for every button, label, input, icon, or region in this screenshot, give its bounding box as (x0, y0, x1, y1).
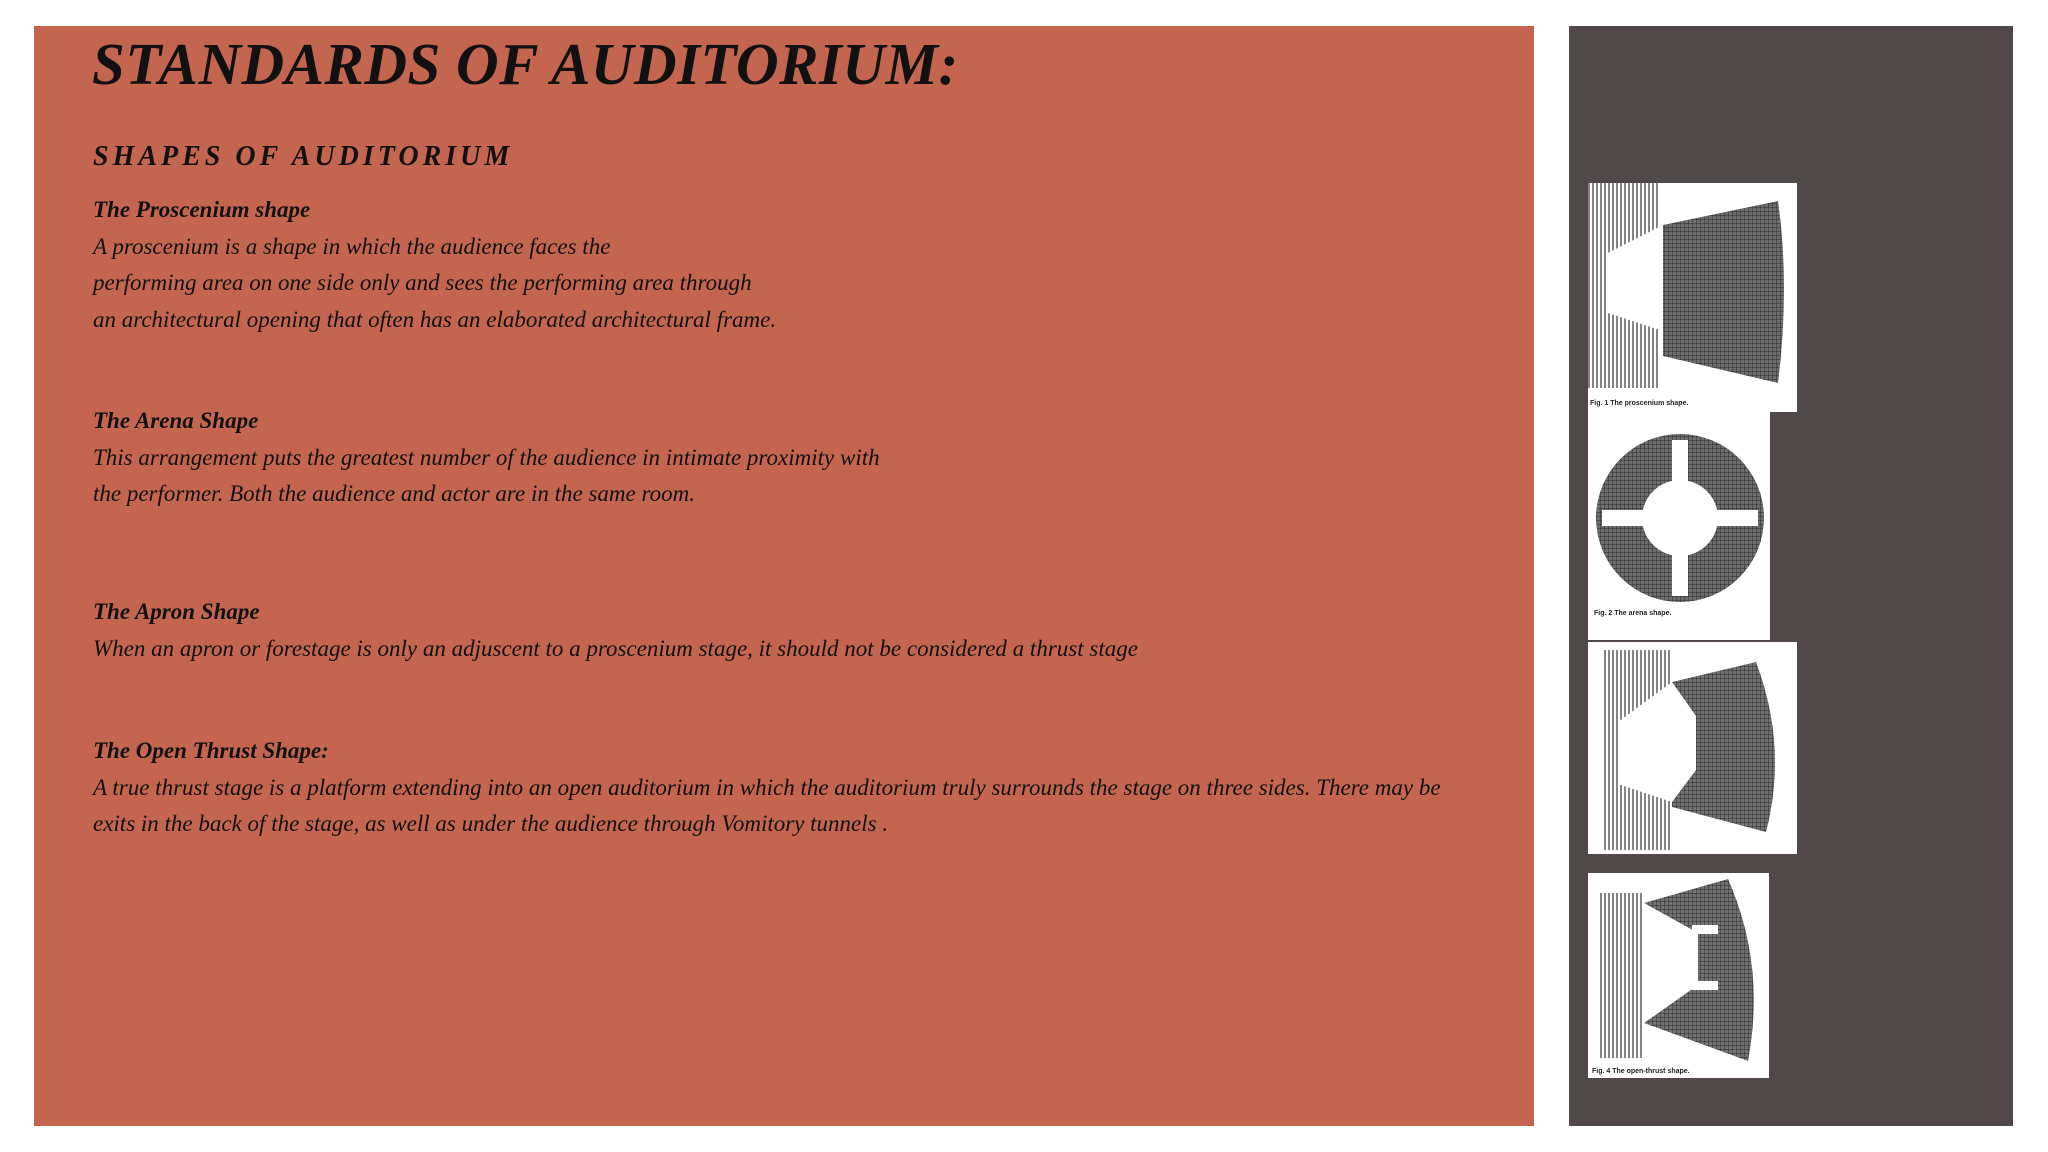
arena-stage (1642, 480, 1718, 556)
audience-seating (1663, 201, 1784, 383)
proscenium-shape-figure (1588, 183, 1797, 412)
section-text-line: A true thrust stage is a platform extending into an open auditorium in which the auditorium truly surrounds the stage on three sides. There may be (93, 774, 1441, 800)
apron-shape-figure (1588, 642, 1797, 854)
section-arena (93, 403, 880, 513)
section-text-line: an architectural opening that often has an elaborated architectural frame. (93, 306, 777, 332)
section-heading: The Arena Shape (93, 408, 259, 433)
figure-caption: Fig. 4 The open-thrust shape. (1592, 1068, 1690, 1075)
section-text-line: A proscenium is a shape in which the audience faces the (93, 233, 611, 259)
slide-subtitle: SHAPES OF AUDITORIUM (93, 141, 514, 172)
section-text-line: When an apron or forestage is only an adjuscent to a proscenium stage, it should not be considered a thrust stage (93, 635, 1138, 661)
section-open-thrust (93, 733, 1441, 843)
vomitory-tunnel (1692, 981, 1718, 990)
stage-hatch (1600, 893, 1644, 1058)
section-text-line: exits in the back of the stage, as well as under the audience through Vomitory tunnels . (93, 811, 889, 836)
section-text-line: This arrangement puts the greatest number of the audience in intimate proximity with (93, 444, 880, 470)
section-apron (93, 594, 1138, 667)
figure-caption: Fig. 1 The proscenium shape. (1590, 400, 1689, 407)
figure-caption: Fig. 2 The arena shape. (1594, 610, 1672, 617)
section-heading: The Apron Shape (93, 599, 260, 624)
section-heading: The Proscenium shape (93, 197, 311, 222)
slide-title: STANDARDS OF AUDITORIUM: (92, 31, 959, 97)
arena-shape-figure (1588, 412, 1770, 640)
section-heading: The Open Thrust Shape: (93, 738, 329, 763)
open-thrust-shape-figure (1588, 873, 1769, 1078)
section-proscenium (93, 192, 776, 338)
section-text-line: the performer. Both the audience and actor are in the same room. (93, 481, 695, 506)
content-panel (34, 26, 1534, 1126)
section-text-line: performing area on one side only and sees the performing area through (93, 270, 752, 295)
vomitory-tunnel (1692, 925, 1718, 934)
